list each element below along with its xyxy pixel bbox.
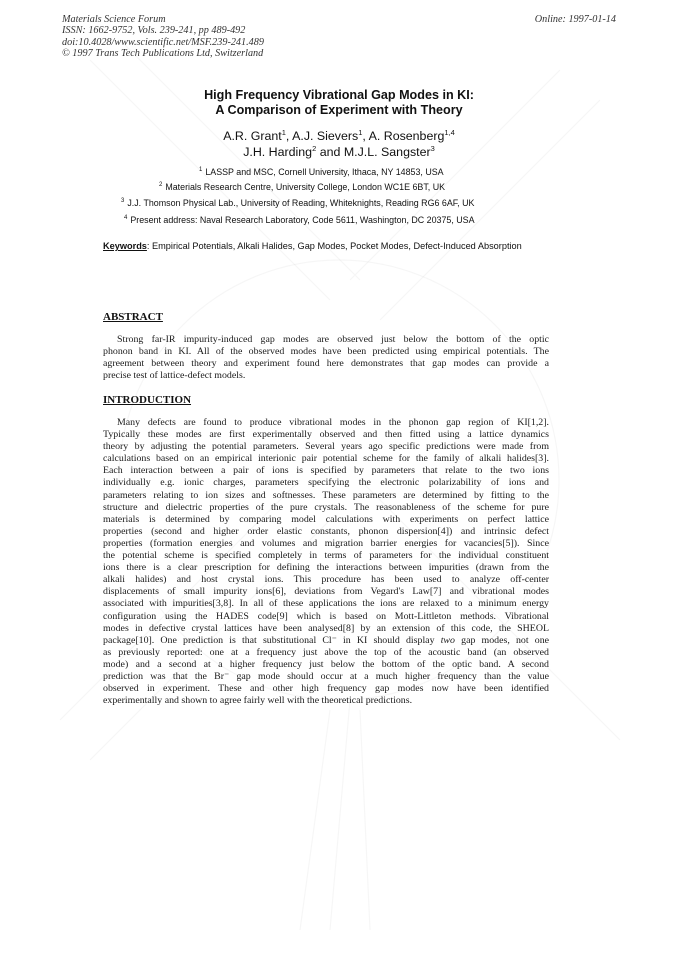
text-line: Strong far-IR impurity-induced gap modes are observed just below the bottom of the optic: [117, 334, 549, 345]
authors-line-1: A.R. Grant$^1$, A.J. Sievers$^1$, A. Rosenberg$^{1,4}$: [223, 128, 455, 143]
text-line: experimentally and shown to agree fairly well with the theoretical predictions.: [103, 695, 413, 707]
issn-line: ISSN: 1662-9752, Vols. 239-241, pp 489-492: [62, 25, 246, 37]
affiliation-text: LASSP and MSC, Cornell University, Ithaca, NY 14853, USA: [205, 167, 444, 177]
text-line: observed in experiment. These and other high frequency gap modes now have been identified: [103, 683, 549, 695]
text-line: calculations based on an empirical interionic pair potential scheme for the family of alkali halides[3].: [103, 453, 549, 465]
author-affil-sup: 1: [281, 128, 286, 137]
text-line: properties (formation energies and volumes and migration barrier energies for vacancies[5]). Since: [103, 537, 549, 549]
affiliation-item: [159, 182, 445, 192]
keywords-block: [103, 240, 549, 252]
affiliation-item: [121, 198, 474, 208]
text-line: phonon band in KI. All of the observed modes have been predicted using empirical potentials. The: [103, 346, 549, 358]
text-line: as previously reported: one at a frequency just above the top of the acoustic band (an observed: [103, 646, 549, 658]
author-list: [0, 128, 678, 160]
text-line: properties (second and higher order elastic constants, phonon dispersion[4]) and intrinsic defect: [103, 525, 549, 537]
author-name: A.R. Grant: [223, 129, 282, 143]
affiliation-item: [124, 215, 475, 225]
author-name: A. Rosenberg: [368, 129, 445, 143]
emphasis-word: two: [440, 634, 455, 646]
author-name: J.H. Harding: [243, 145, 313, 159]
title-line-2: A Comparison of Experiment with Theory: [215, 103, 463, 117]
text-line: precise test of lattice-defect models.: [103, 370, 246, 382]
text-line: Many defects are found to produce vibrational modes in the phonon gap region of KI[1,2].: [117, 417, 549, 428]
affiliation-sup: 4: [124, 215, 128, 221]
abstract-heading: ABSTRACT: [103, 311, 163, 323]
text-line: Typically these modes are first experimentally observed and then fitted using a lattice dynamics: [103, 429, 549, 441]
introduction-paragraph: [103, 417, 549, 707]
affiliation-sup: 2: [159, 182, 163, 188]
text-line-with-emphasis: [103, 635, 549, 647]
author-conjunction: and: [319, 145, 341, 159]
author-affil-sup: 2: [312, 144, 317, 153]
affiliation-item: [199, 167, 444, 177]
text-line: materials is determined by comparing model calculations with experiments on perfect lattice: [103, 513, 549, 525]
text-line: Each interaction between a pair of ions is specified by parameters that relate to the two ions: [103, 465, 549, 477]
text-line: structure and dielectric properties of the pure crystals. The reasonableness of the scheme for pure: [103, 501, 549, 513]
journal-header: [62, 14, 264, 60]
text-line: parameters relating to ion sizes and softnesses. These parameters are determined by fitting to the: [103, 489, 549, 501]
text-line: modes in defective crystal lattices have been analysed[8] by an extension of this code, the SHEOL: [103, 622, 549, 634]
author-affil-sup: 1: [358, 128, 363, 137]
text-line: configuration using the HADES code[9] which is based on Mott-Littleton methods. Vibrational: [103, 610, 549, 622]
title-line-1: High Frequency Vibrational Gap Modes in KI:: [204, 88, 474, 102]
text-segment: package[10]. One prediction is that substitutional Cl⁻ in KI should display: [103, 634, 435, 646]
affiliation-text: Present address: Naval Research Laboratory, Code 5611, Washington, DC 20375, USA: [130, 215, 475, 225]
authors-line-2: [0, 144, 678, 160]
text-line: ions there is a clear prescription for defining the interactions between impurities (drawn from the: [103, 562, 549, 574]
text-segment: gap modes, not one: [461, 634, 550, 646]
text-line: associated with impurities[3,8]. In all of these applications the ions are relaxed to a minimum energy: [103, 598, 549, 610]
text-line: agreement between theory and experiment found here demonstrates that gap modes can provide a: [103, 358, 549, 370]
author-name: A.J. Sievers: [292, 129, 359, 143]
text-line: displacements of small impurity ions[6], deviations from Vegard's Law[7] and vibrational modes: [103, 586, 549, 598]
copyright-line: © 1997 Trans Tech Publications Ltd, Switzerland: [62, 48, 264, 60]
text-line: theory by adjusting the potential parameters. Several years ago specific predictions were made from: [103, 441, 549, 453]
abstract-paragraph: [103, 334, 549, 382]
text-line: alkali halides) and host crystal ions. This procedure has been used to analyze off-center: [103, 574, 549, 586]
affiliation-sup: 1: [199, 167, 203, 173]
introduction-heading: INTRODUCTION: [103, 394, 192, 406]
journal-name: Materials Science Forum: [62, 14, 166, 25]
author-affil-sup: 3: [430, 144, 435, 153]
text-line: the potential scheme is specified completely in terms of parameters for the individual constituent: [103, 550, 549, 562]
online-date: Online: 1997-01-14: [534, 14, 616, 25]
doi-link[interactable]: doi:10.4028/www.scientific.net/MSF.239-241.489: [62, 36, 264, 48]
author-name: M.J.L. Sangster: [343, 145, 431, 159]
author-affil-sup: 1,4: [444, 128, 455, 137]
keywords-label: Keywords: [103, 241, 147, 251]
affiliation-sup: 3: [121, 198, 125, 204]
paper-title: [0, 88, 678, 118]
text-line: individually e.g. ionic charges, parameters specifying the electronic polarizability of ions and: [103, 477, 549, 489]
text-line: mode) and a second at a higher frequency just below the bottom of the optic band. A second: [103, 658, 549, 670]
keywords-text: : Empirical Potentials, Alkali Halides, Gap Modes, Pocket Modes, Defect-Induced Absorption: [146, 241, 522, 251]
text-line: prediction was that the Br⁻ gap mode should occur at a much higher frequency than the value: [103, 670, 549, 682]
affiliation-text: Materials Research Centre, University College, London WC1E 6BT, UK: [165, 182, 446, 192]
affiliation-text: J.J. Thomson Physical Lab., University of Reading, Whiteknights, Reading RG6 6AF, UK: [127, 198, 475, 208]
